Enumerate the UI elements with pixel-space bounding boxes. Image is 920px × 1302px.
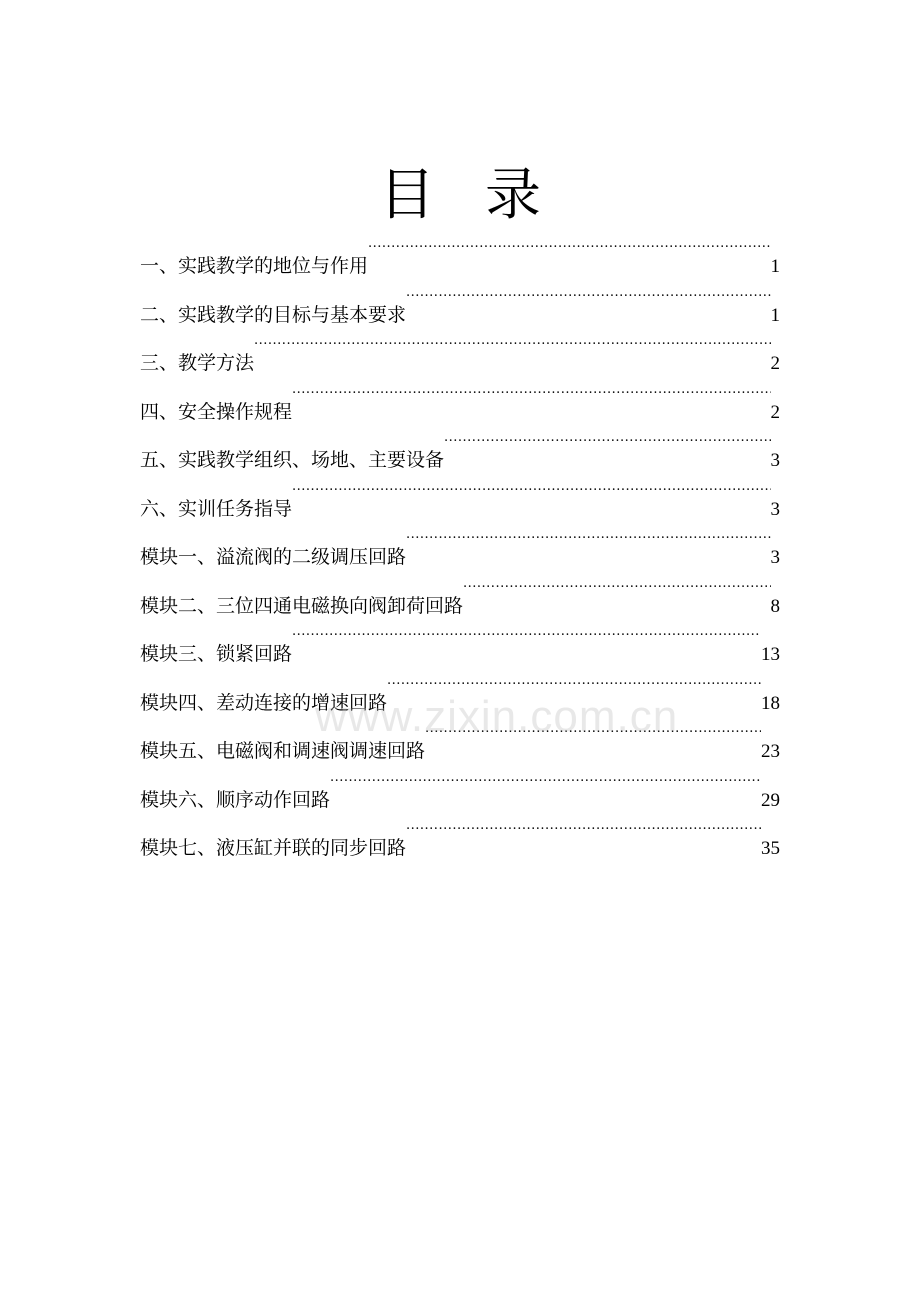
toc-entry-page: 18 (761, 692, 780, 714)
dot-leader (292, 475, 770, 515)
toc-entry[interactable] (140, 620, 780, 669)
toc-entry-page: 1 (770, 304, 780, 326)
toc-entry-page: 3 (770, 498, 780, 520)
toc-entry[interactable] (140, 232, 780, 281)
page-title (0, 160, 920, 232)
toc-entry-label: 模块七、液压缸并联的同步回路 (140, 837, 407, 859)
table-of-contents (140, 232, 780, 863)
toc-entry[interactable] (140, 766, 780, 815)
toc-entry[interactable] (140, 329, 780, 378)
toc-entry[interactable] (140, 523, 780, 572)
toc-entry-page: 2 (770, 353, 780, 374)
toc-entry[interactable] (140, 475, 780, 524)
watermark: www.zixin.com.cn (315, 692, 679, 741)
dot-leader (444, 426, 770, 466)
toc-entry-page: 1 (770, 256, 780, 277)
toc-entry-page: 3 (770, 547, 780, 568)
toc-entry-label: 模块二、三位四通电磁换向阀卸荷回路 (140, 594, 464, 617)
dot-leader (330, 766, 761, 806)
dot-leader (368, 232, 770, 272)
dot-leader (463, 572, 770, 612)
toc-entry[interactable] (140, 426, 780, 475)
toc-entry-label: 四、安全操作规程 (140, 400, 293, 423)
toc-entry-label: 模块四、差动连接的增速回路 (140, 691, 388, 714)
toc-entry-label: 模块六、顺序动作回路 (140, 788, 331, 811)
toc-entry-label: 五、实践教学组织、场地、主要设备 (140, 449, 445, 471)
title-char-1: 目 (379, 162, 435, 228)
toc-entry[interactable] (140, 572, 780, 621)
toc-entry[interactable] (140, 378, 780, 427)
dot-leader (406, 814, 761, 854)
toc-entry[interactable] (140, 814, 780, 863)
toc-entry-page: 23 (761, 741, 780, 762)
dot-leader (254, 329, 770, 369)
toc-entry-page: 29 (761, 789, 780, 811)
toc-entry-page: 2 (770, 401, 780, 423)
toc-entry[interactable] (140, 281, 780, 330)
dot-leader (292, 620, 761, 660)
toc-entry-label: 一、实践教学的地位与作用 (140, 255, 369, 277)
toc-entry-label: 模块一、溢流阀的二级调压回路 (140, 546, 407, 568)
toc-entry-page: 8 (770, 595, 780, 617)
toc-entry-label: 二、实践教学的目标与基本要求 (140, 303, 407, 326)
dot-leader (406, 281, 770, 321)
toc-entry-page: 13 (761, 644, 780, 665)
toc-entry-label: 模块五、电磁阀和调速阀调速回路 (140, 740, 426, 762)
title-char-2: 录 (485, 162, 541, 228)
dot-leader (406, 523, 770, 563)
toc-entry-page: 35 (761, 838, 780, 859)
toc-entry-page: 3 (770, 450, 780, 471)
toc-entry-label: 模块三、锁紧回路 (140, 643, 293, 665)
toc-entry-label: 六、实训任务指导 (140, 497, 293, 520)
dot-leader (292, 378, 770, 418)
toc-entry-label: 三、教学方法 (140, 352, 255, 374)
